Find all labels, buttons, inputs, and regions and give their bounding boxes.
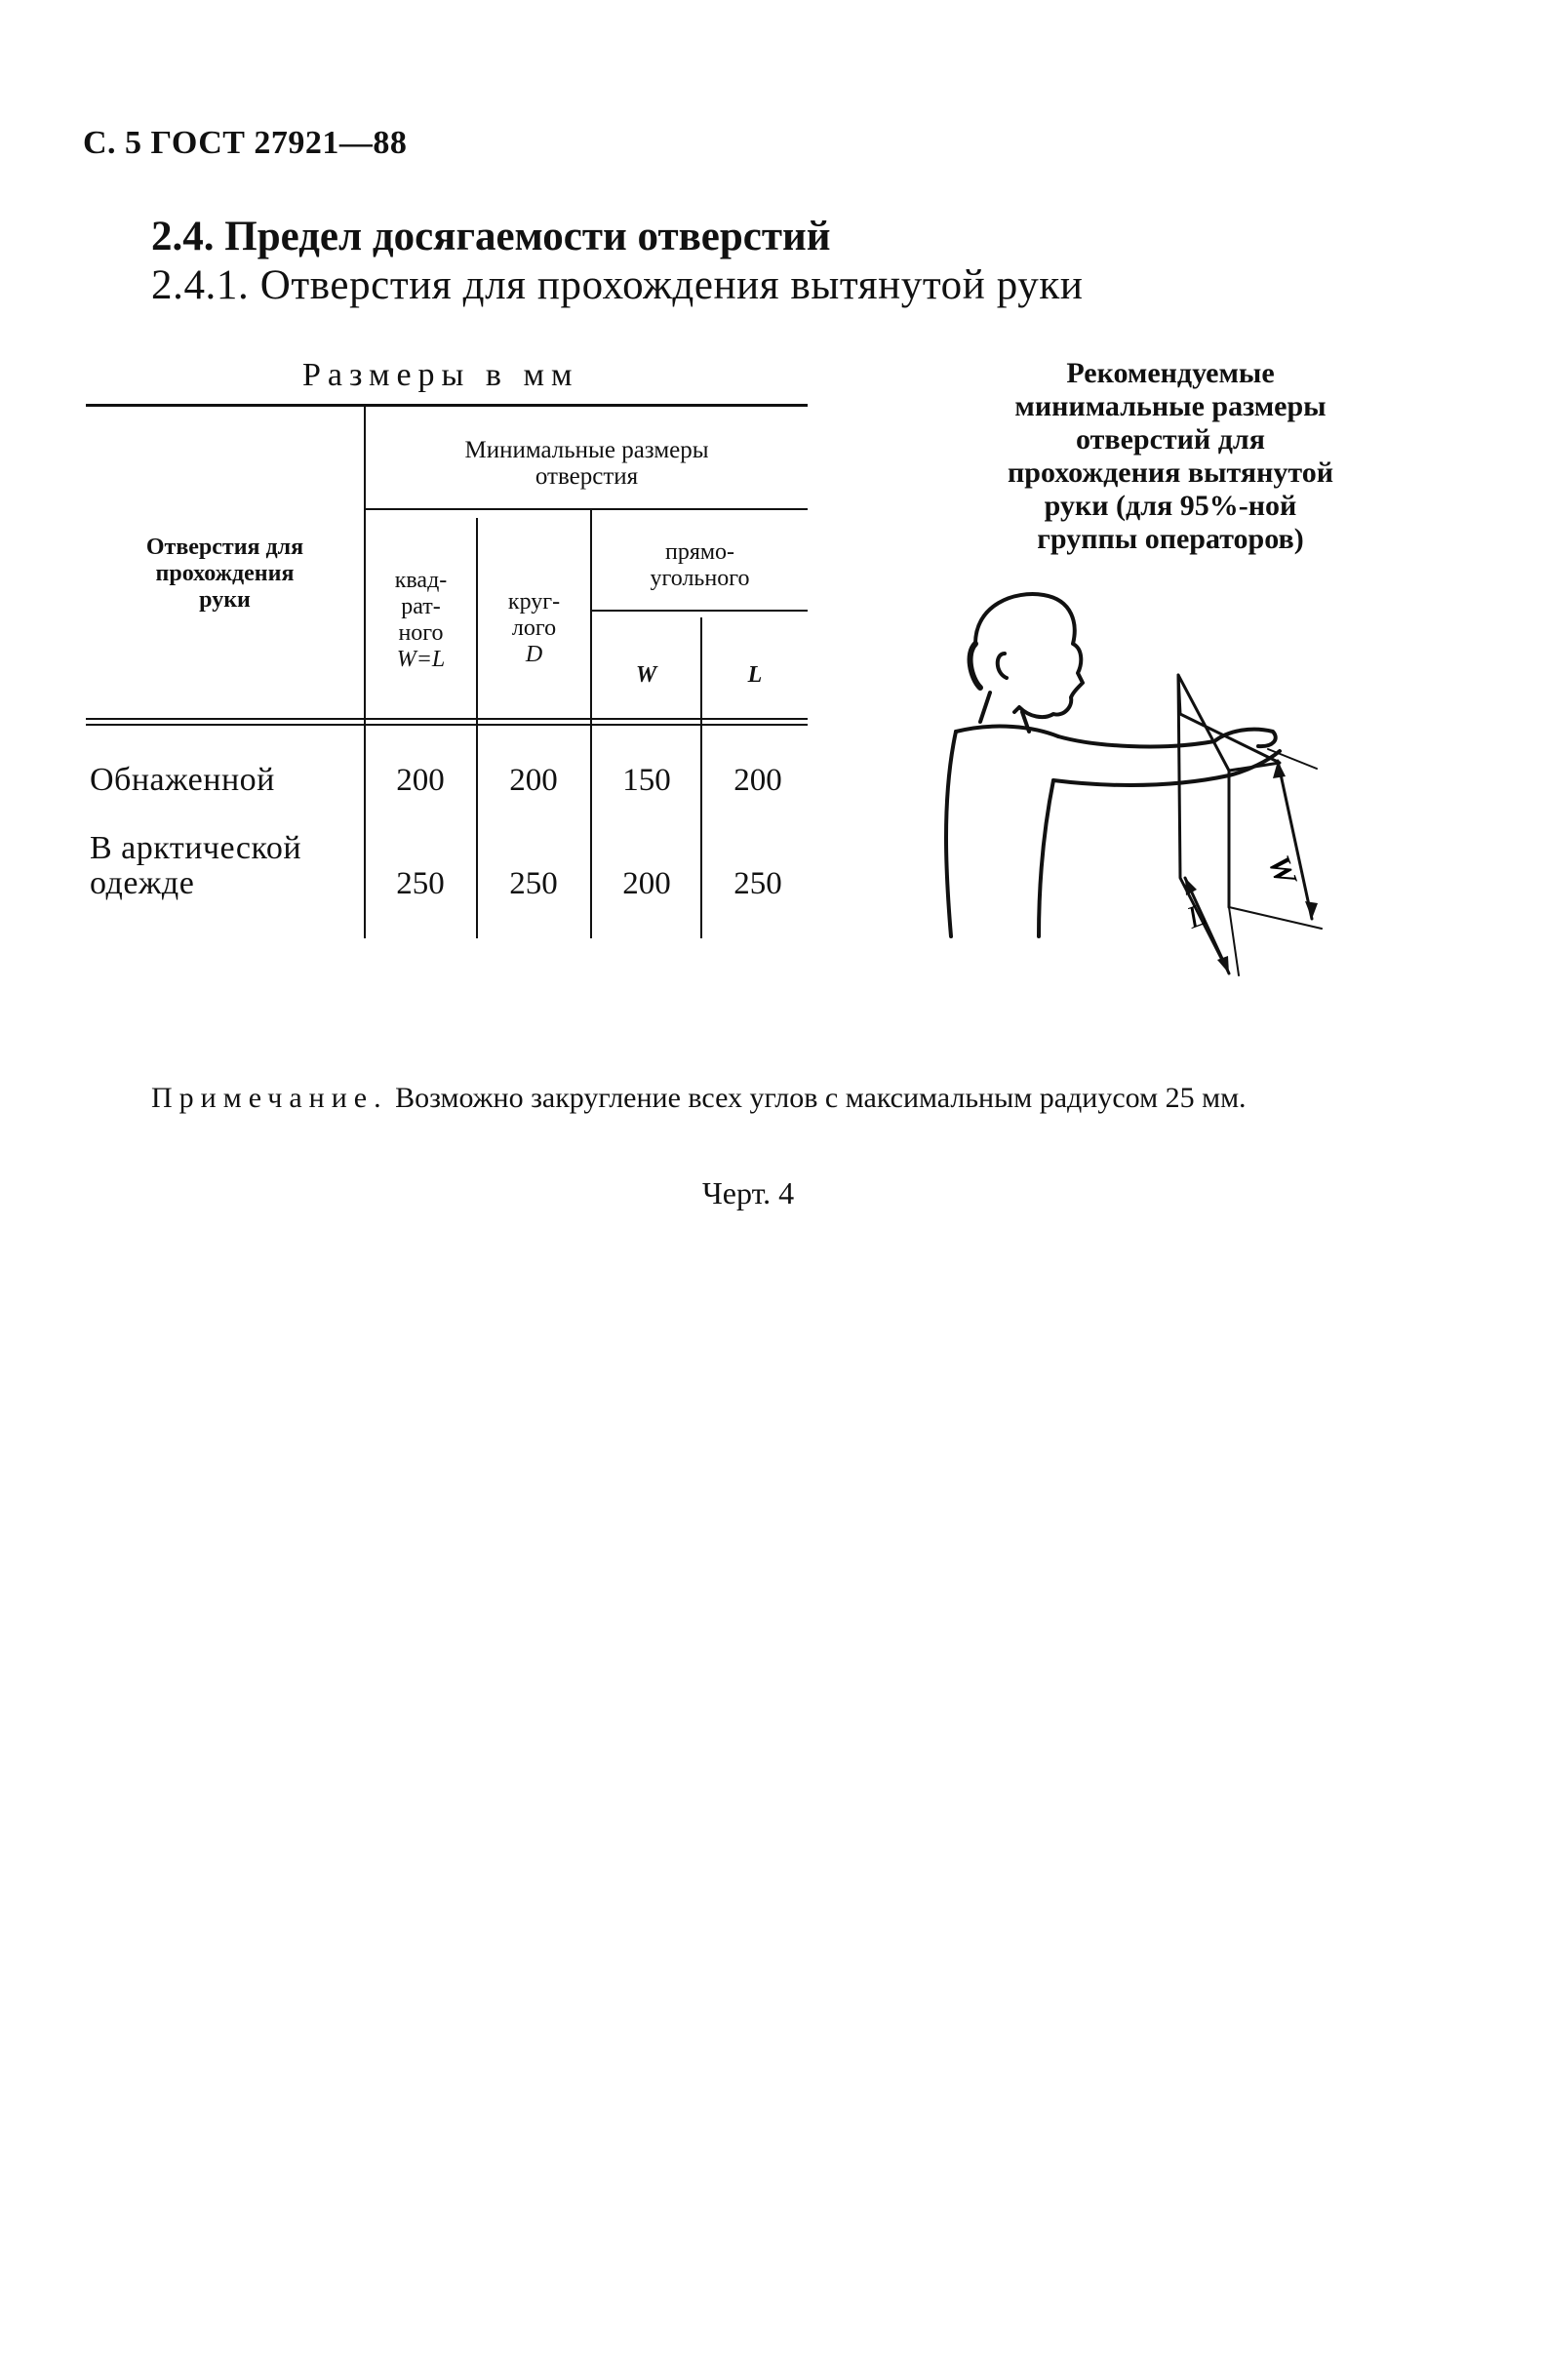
cell-round: 200 xyxy=(509,763,558,798)
group-header-rule xyxy=(365,508,808,510)
back-line xyxy=(946,732,956,936)
cell-w: 150 xyxy=(622,763,671,798)
group-header: Минимальные размеры отверстия xyxy=(464,437,709,490)
operator-arm-illustration xyxy=(936,585,1405,1034)
cell-square: 200 xyxy=(396,763,445,798)
ear xyxy=(998,654,1007,678)
dim-w-ext-bottom xyxy=(1229,907,1322,929)
arm-lower xyxy=(1053,775,1229,785)
opening-frame xyxy=(1178,675,1280,771)
col-header-square: квад- рат- ного W=L xyxy=(394,568,448,672)
col-header-round: круг- лого D xyxy=(507,589,561,667)
dim-l-label: L xyxy=(1182,895,1211,935)
header-bottom-rule-1 xyxy=(86,718,808,720)
row-label-header: Отверстия для прохождения руки xyxy=(145,535,304,613)
hair xyxy=(971,644,980,688)
subsection-title: 2.4.1. Отверстия для прохождения вытянутой руки xyxy=(151,262,1084,308)
cell-l: 250 xyxy=(733,866,782,901)
col-sep-2 xyxy=(476,518,478,938)
table-top-rule xyxy=(86,404,808,407)
units-caption: Размеры в мм xyxy=(302,357,579,393)
rect-subheader-rule xyxy=(591,610,808,612)
section-title: 2.4. Предел досягаемости отверстий xyxy=(151,214,831,259)
cell-l: 200 xyxy=(733,763,782,798)
torso-front xyxy=(1039,780,1053,936)
cell-w: 200 xyxy=(622,866,671,901)
chart-label: Черт. 4 xyxy=(702,1175,795,1210)
cell-round: 250 xyxy=(509,866,558,901)
dim-w-line xyxy=(1278,761,1312,919)
col-header-w: W xyxy=(635,662,657,688)
running-head: С. 5 ГОСТ 27921—88 xyxy=(83,125,408,161)
cell-square: 250 xyxy=(396,866,445,901)
dim-w-ext-top xyxy=(1268,749,1317,769)
head-outline xyxy=(975,594,1083,717)
row-label: В арктической одежде xyxy=(90,830,302,901)
header-bottom-rule-2 xyxy=(86,724,808,726)
figure-caption: Рекомендуемые минимальные размеры отверстий для прохождения вытянутой руки (для 95%-ной группы операторов) xyxy=(1008,357,1333,555)
row-label: Обнаженной xyxy=(90,762,275,798)
dim-w-label: W xyxy=(1261,851,1304,890)
col-header-rect-group: прямо- угольного xyxy=(650,539,750,591)
note-text: Возможно закругление всех углов с максимальным радиусом 25 мм. xyxy=(387,1082,1247,1114)
note-lead: Примечание. xyxy=(151,1082,388,1114)
col-header-l: L xyxy=(747,662,763,688)
dim-l-ext xyxy=(1229,907,1239,975)
dim-l-arrow-bottom xyxy=(1217,956,1229,973)
dim-w-arrow-bottom xyxy=(1305,901,1318,919)
note xyxy=(151,1078,1434,1119)
arm-upper xyxy=(1058,736,1214,746)
collar xyxy=(956,727,1058,736)
